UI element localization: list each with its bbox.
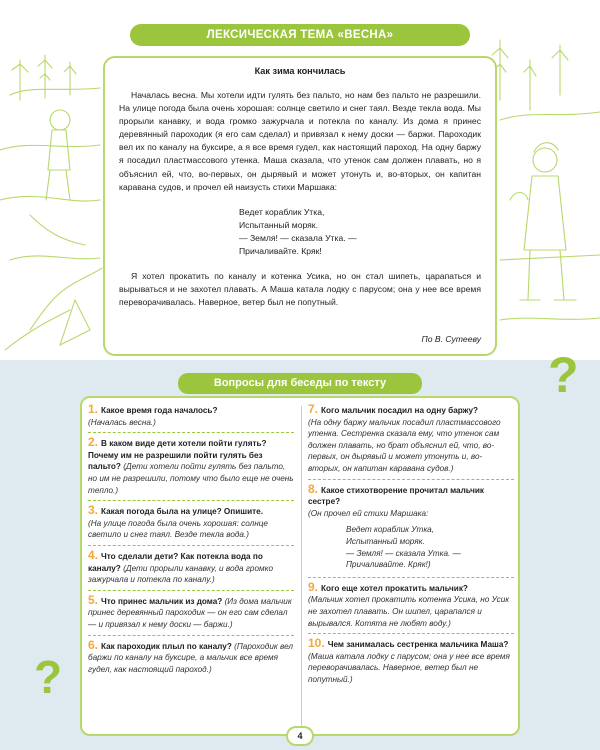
question-text: Что сделали дети? Как потекла вода по каналу?: [88, 551, 263, 573]
question-text: Как пароходик плыл по каналу?: [101, 641, 232, 651]
column-divider: [301, 406, 302, 728]
poem-line: Причаливайте. Кряк!): [346, 560, 431, 570]
answer-text: (Пароходик вел баржи по каналу на буксире, а мальчик все время гудел, как настоящий пароход.): [88, 641, 294, 674]
question-mark-icon: ?: [548, 347, 579, 403]
topic-title-banner: ЛЕКСИЧЕСКАЯ ТЕМА «ВЕСНА»: [130, 24, 470, 46]
question-text: Чем занималась сестренка мальчика Маша?: [327, 640, 509, 650]
story-paragraph-1: Началась весна. Мы хотели идти гулять без пальто, но нам без пальто не разрешили. На улице погода была очень хорошая: солнце светило и снег таял. Везде текла вода. Мы прорыли канавку, и вода громко зажурчала и потекла по каналу. Из дома я принес деревянный пароходик (я его сам сделал) и привязал к нему доски — баржи. Пароходик вел их по каналу на буксире, а я все время гудел, как настоящий пароход. На одну баржу я посадил пластмассового утенка. Маша сказала, что утенок сам должен плавать, но я объяснил ей, что, во-первых, он дырявый и может утонуть и, во-вторых, он капитан каравана судов, и прочел ей наизусть стихи Маршака:: [119, 90, 481, 192]
question-number: 3.: [88, 503, 99, 518]
questions-panel: [80, 396, 520, 736]
question-text: Какое время года началось?: [101, 406, 218, 415]
answer-text: (На улице погода была очень хорошая: солнце светило и снег таял. Везде текла вода.): [88, 518, 268, 540]
divider: [88, 635, 294, 636]
question-number: 5.: [88, 592, 99, 607]
answer-text: (Мальчик хотел прокатить котенка Усика, но Усик не захотел плавать. Он шипел, царапался и вырывался. Котята не любят воду.): [308, 595, 510, 628]
question-text: Что принес мальчик из дома?: [101, 596, 223, 606]
question-item: [88, 404, 294, 428]
question-item: [88, 592, 294, 631]
answer-text: (Из дома мальчик принес деревянный пароходик — он его сам сделал — и привязал к нему доски — баржи.): [88, 596, 292, 629]
answer-poem: [346, 524, 514, 570]
question-number: 1.: [88, 402, 99, 416]
poem-line: Ведет кораблик Утка,: [239, 206, 325, 217]
answer-text: (Дети прорыли канавку, и вода громко зажурчала и потекла по каналу.): [88, 563, 274, 585]
poem-line: — Земля! — сказала Утка. —: [239, 232, 357, 243]
answer-text: (Началась весна.): [88, 417, 156, 427]
question-number: 2.: [88, 435, 99, 450]
question-item: [308, 404, 514, 475]
question-item: [308, 638, 514, 685]
question-number: 6.: [88, 637, 99, 652]
question-text: Какая погода была на улице? Опишите.: [101, 507, 263, 517]
poem-line: Ведет кораблик Утка,: [346, 525, 435, 535]
question-item: [88, 505, 294, 541]
question-text: В каком виде дети хотели пойти гулять? Почему им не разрешили пойти гулять без пальто?: [88, 439, 267, 472]
poem-line: — Земля! — сказала Утка. —: [346, 548, 461, 558]
question-number: 4.: [88, 547, 99, 562]
answer-text: (Маша катала лодку с парусом; она у нее все время переворачивалась. Наверное, ветер был не попутный.): [308, 651, 510, 684]
questions-right-column: [308, 404, 514, 689]
divider: [88, 545, 294, 546]
question-text: Какое стихотворение прочитал мальчик сестре?: [308, 485, 484, 507]
question-number: 10.: [308, 636, 325, 651]
questions-title-banner: Вопросы для беседы по тексту: [178, 373, 422, 394]
page-number: 4: [286, 726, 314, 746]
question-item: [308, 579, 514, 629]
story-card: [103, 56, 497, 356]
story-poem: [239, 206, 481, 258]
divider: [308, 577, 514, 578]
divider: [88, 590, 294, 591]
poem-line: Причаливайте. Кряк!: [239, 246, 322, 257]
answer-text: (Он прочел ей стихи Маршака:: [308, 508, 429, 518]
answer-text: (На одну баржу мальчик посадил пластмассового утенка. Сестренка сказала ему, что утенок сам должен плавать, но брат объяснил ей, что, во-первых, он дырявый и может утонуть и, во-вторых, он капитан каравана судов.): [308, 417, 501, 473]
poem-line: Испытанный моряк.: [346, 536, 425, 546]
question-number: 7.: [308, 402, 319, 416]
question-text: Кого мальчик посадил на одну баржу?: [321, 406, 479, 415]
story-author: По В. Сутееву: [421, 334, 481, 344]
question-item: [88, 547, 294, 586]
question-number: 8.: [308, 481, 319, 496]
divider: [308, 479, 514, 480]
question-text: Кого еще хотел прокатить мальчик?: [321, 583, 468, 593]
question-item: [88, 437, 294, 496]
questions-left-column: [88, 404, 294, 679]
question-number: 9.: [308, 579, 319, 594]
divider: [88, 500, 294, 501]
story-paragraph-2: Я хотел прокатить по каналу и котенка Усика, но он стал шипеть, царапаться и вырываться и не захотел плавать. А Маша катала лодку с парусом; она у нее все время переворачивалась. Наверное, ветер был не попутный.: [119, 271, 481, 308]
poem-line: Испытанный моряк.: [239, 219, 318, 230]
story-title: Как зима кончилась: [254, 66, 346, 76]
answer-text: (Дети хотели пойти гулять без пальто, но им не разрешили, потому что было еще не очень тепло.): [88, 462, 294, 495]
divider: [308, 633, 514, 634]
question-item: [308, 481, 514, 520]
divider: [88, 432, 294, 433]
question-item: [88, 637, 294, 676]
question-mark-icon: ?: [34, 651, 63, 703]
